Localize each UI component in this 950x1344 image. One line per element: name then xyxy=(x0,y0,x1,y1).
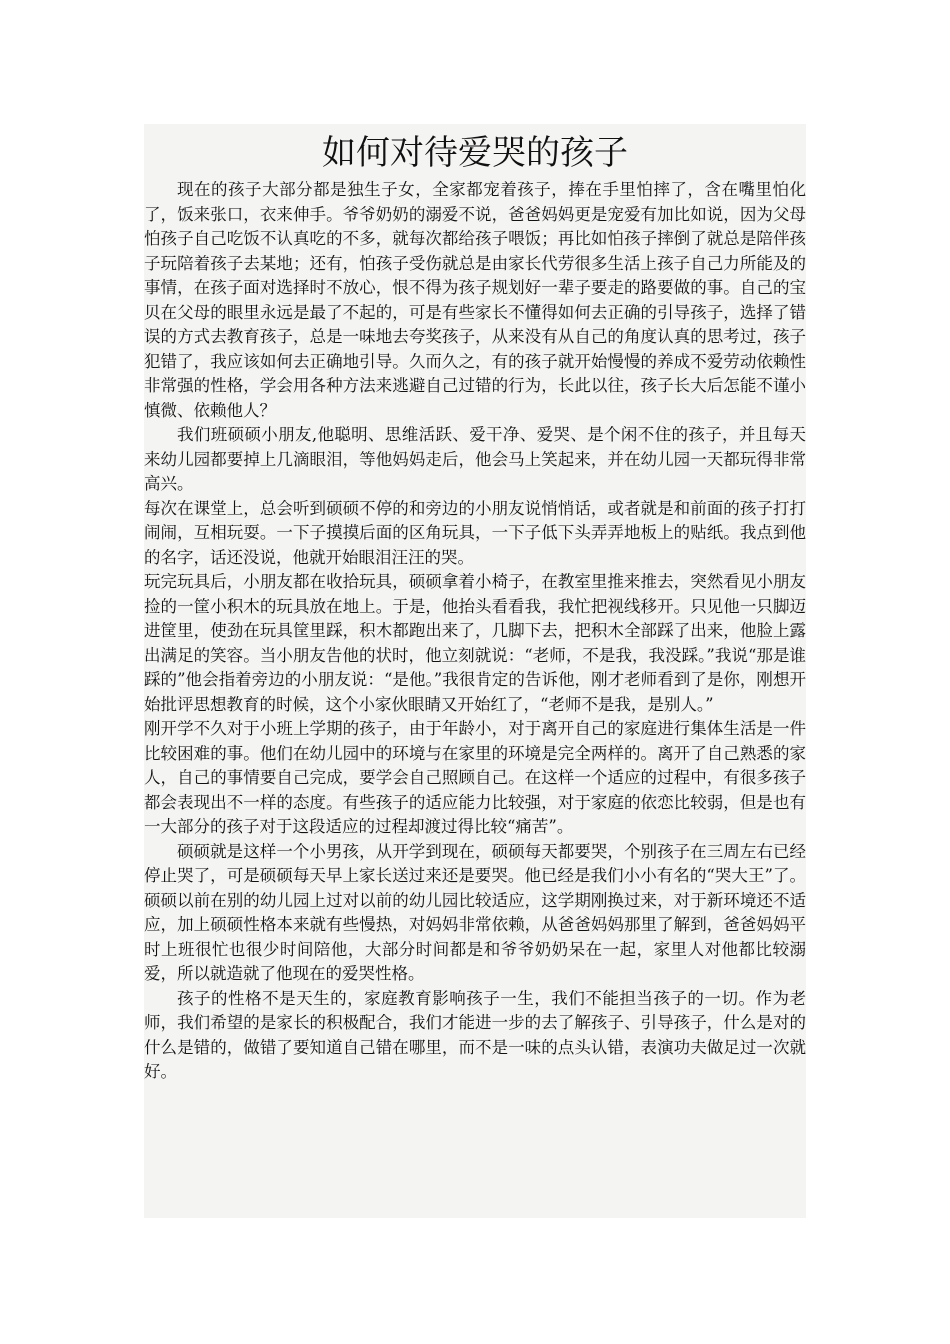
paragraph-6: 硕硕就是这样一个小男孩，从开学到现在，硕硕每天都要哭，个别孩子在三周左右已经停止哭了，可是硕硕每天早上家长送过来还是要哭。他已经是我们小小有名的“哭大王”了。硕硕以前在别的幼儿园上过对以前的幼儿园比较适应，这学期刚换过来，对于新环境还不适应，加上硕硕性格本来就有些慢热，对妈妈非常依赖，从爸爸妈妈那里了解到，爸爸妈妈平时上班很忙也很少时间陪他，大部分时间都是和爷爷奶奶呆在一起，家里人对他都比较溺爱，所以就造就了他现在的爱哭性格。 xyxy=(144,841,806,983)
paragraph-1: 现在的孩子大部分都是独生子女，全家都宠着孩子，捧在手里怕摔了，含在嘴里怕化了，饭来张口，衣来伸手。爷爷奶奶的溺爱不说，爸爸妈妈更是宠爱有加比如说，因为父母怕孩子自己吃饭不认真吃的不多，就每次都给孩子喂饭；再比如怕孩子摔倒了就总是陪伴孩子玩陪着孩子去某地；还有，怕孩子受伤就总是由家长代劳很多生活上孩子自己力所能及的事情，在孩子面对选择时不放心，恨不得为孩子规划好一辈子要走的路要做的事。自己的宝贝在父母的眼里永远是最了不起的，可是有些家长不懂得如何去正确的引导孩子，选择了错误的方式去教育孩子，总是一味地去夸奖孩子，从来没有从自己的角度认真的思考过，孩子犯错了，我应该如何去正确地引导。久而久之，有的孩子就开始慢慢的养成不爱劳动依赖性非常强的性格，学会用各种方法来逃避自己过错的行为，长此以往，孩子长大后怎能不谨小慎微、依赖他人？ xyxy=(144,180,806,420)
paragraph-2: 我们班硕硕小朋友,他聪明、思维活跃、爱干净、爱哭、是个闲不住的孩子，并且每天来幼儿园都要掉上几滴眼泪，等他妈妈走后，他会马上笑起来，并在幼儿园一天都玩得非常高兴。 xyxy=(144,425,806,493)
paragraph-5: 刚开学不久对于小班上学期的孩子，由于年龄小，对于离开自己的家庭进行集体生活是一件比较困难的事。他们在幼儿园中的环境与在家里的环境是完全两样的。离开了自己熟悉的家人，自己的事情要自己完成，要学会自己照顾自己。在这样一个适应的过程中，有很多孩子都会表现出不一样的态度。有些孩子的适应能力比较强，对于家庭的依恋比较弱，但是也有一大部分的孩子对于这段适应的过程却渡过得比较“痛苦”。 xyxy=(144,719,806,836)
paragraph-4: 玩完玩具后，小朋友都在收拾玩具，硕硕拿着小椅子，在教室里推来推去，突然看见小朋友捡的一筐小积木的玩具放在地上。于是，他抬头看看我，我忙把视线移开。只见他一只脚迈进筐里，使劲在玩具筐里踩，积木都跑出来了，几脚下去，把积木全部踩了出来，他脸上露出满足的笑容。当小朋友告他的状时，他立刻就说：“老师，不是我，我没踩。”我说“那是谁踩的”他会指着旁边的小朋友说：“是他。”我很肯定的告诉他，刚才老师看到了是你，刚想开始批评思想教育的时候，这个小家伙眼睛又开始红了，“老师不是我，是别人。” xyxy=(144,572,806,714)
paragraph-7: 孩子的性格不是天生的，家庭教育影响孩子一生，我们不能担当孩子的一切。作为老师，我们希望的是家长的积极配合，我们才能进一步的去了解孩子、引导孩子，什么是对的什么是错的，做错了要知道自己错在哪里，而不是一味的点头认错，表演功夫做足过一次就好。 xyxy=(144,988,806,1081)
paragraph-3: 每次在课堂上，总会听到硕硕不停的和旁边的小朋友说悄悄话，或者就是和前面的孩子打打闹闹，互相玩耍。一下子摸摸后面的区角玩具，一下子低下头弄弄地板上的贴纸。我点到他的名字，话还没说，他就开始眼泪汪汪的哭。 xyxy=(144,498,806,567)
document-body xyxy=(144,178,806,1085)
document-page xyxy=(144,124,806,1218)
document-title: 如何对待爱哭的孩子 xyxy=(322,133,628,173)
